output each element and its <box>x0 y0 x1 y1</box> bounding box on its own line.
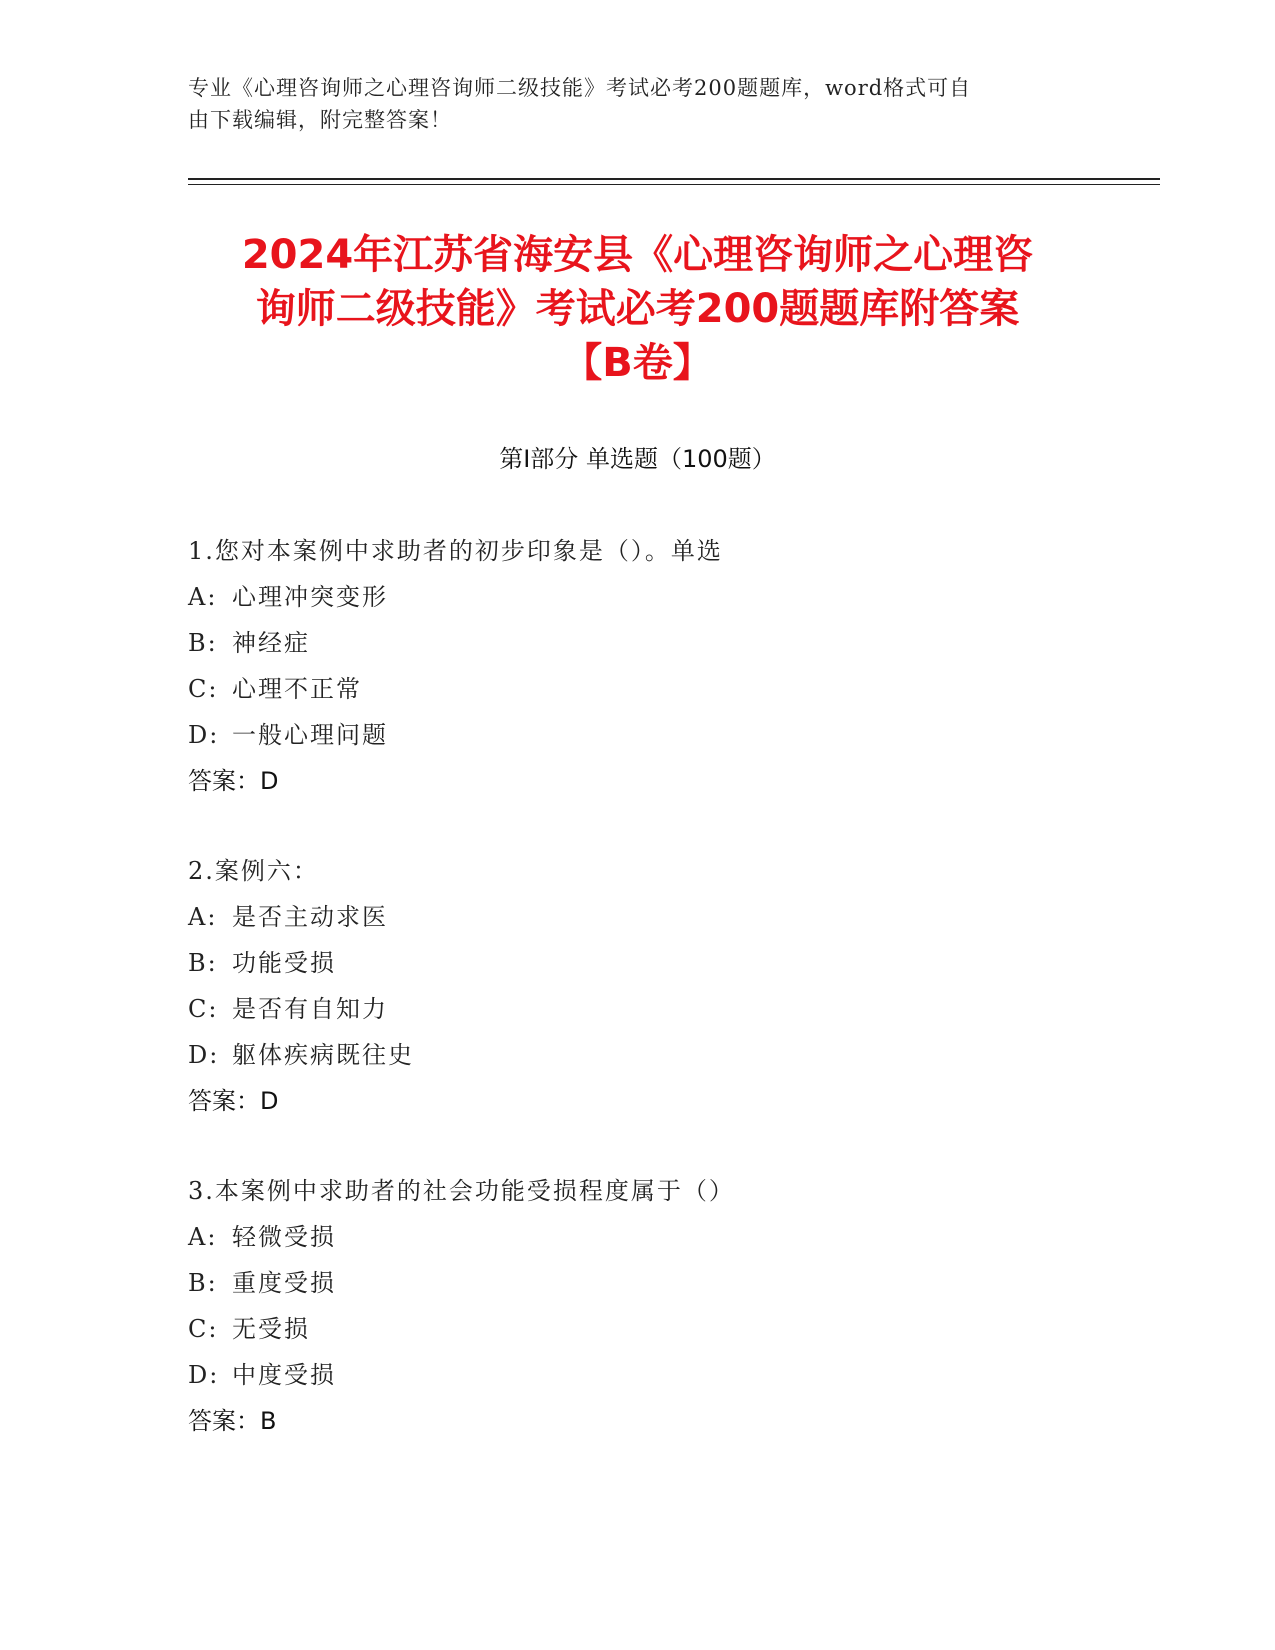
option-text: 重度受损 <box>232 1269 336 1297</box>
question-3 <box>188 1168 1138 1444</box>
option-label: D: <box>188 1041 220 1069</box>
question-stem: 3.本案例中求助者的社会功能受损程度属于（） <box>188 1177 735 1205</box>
header-note-line-2: 由下载编辑，附完整答案！ <box>188 108 452 132</box>
document-title <box>160 228 1115 390</box>
option-b <box>188 1260 1138 1306</box>
document-title-line-1: 2024年江苏省海安县《心理咨询师之心理咨 <box>241 232 1034 278</box>
option-text: 心理冲突变形 <box>232 583 388 611</box>
option-b <box>188 620 1138 666</box>
option-d <box>188 1352 1138 1398</box>
question-1 <box>188 528 1138 804</box>
option-text: 一般心理问题 <box>232 721 388 749</box>
option-c <box>188 666 1138 712</box>
header-divider-thin <box>188 184 1160 185</box>
option-c <box>188 1306 1138 1352</box>
option-label: A: <box>188 903 218 931</box>
option-text: 心理不正常 <box>232 675 362 703</box>
option-text: 轻微受损 <box>232 1223 336 1251</box>
option-label: D: <box>188 721 220 749</box>
option-label: C: <box>188 675 219 703</box>
option-label: B: <box>188 1269 218 1297</box>
question-stem: 1.您对本案例中求助者的初步印象是（）。单选 <box>188 537 723 565</box>
option-text: 躯体疾病既往史 <box>232 1041 414 1069</box>
document-title-line-3: 【B卷】 <box>562 340 713 386</box>
question-list <box>188 528 1138 1488</box>
section-heading: 第Ⅰ部分 单选题（100题） <box>499 445 776 473</box>
header-divider-thick <box>188 178 1160 180</box>
option-label: C: <box>188 995 219 1023</box>
answer-line: 答案：D <box>188 767 279 795</box>
option-d <box>188 1032 1138 1078</box>
answer-line: 答案：D <box>188 1087 279 1115</box>
option-text: 无受损 <box>232 1315 310 1343</box>
option-b <box>188 940 1138 986</box>
option-text: 中度受损 <box>232 1361 336 1389</box>
question-2 <box>188 848 1138 1124</box>
document-title-line-2: 询师二级技能》考试必考200题题库附答案 <box>255 286 1020 332</box>
answer-line: 答案：B <box>188 1407 277 1435</box>
option-a <box>188 574 1138 620</box>
option-label: D: <box>188 1361 220 1389</box>
question-stem: 2.案例六： <box>188 857 319 885</box>
option-a <box>188 894 1138 940</box>
header-note-line-1: 专业《心理咨询师之心理咨询师二级技能》考试必考200题题库，word格式可自 <box>188 76 972 100</box>
option-c <box>188 986 1138 1032</box>
option-d <box>188 712 1138 758</box>
option-text: 是否主动求医 <box>232 903 388 931</box>
option-a <box>188 1214 1138 1260</box>
option-label: B: <box>188 629 218 657</box>
option-text: 功能受损 <box>232 949 336 977</box>
option-label: A: <box>188 583 218 611</box>
option-label: A: <box>188 1223 218 1251</box>
option-text: 是否有自知力 <box>232 995 388 1023</box>
header-note <box>188 72 1088 136</box>
option-label: B: <box>188 949 218 977</box>
option-label: C: <box>188 1315 219 1343</box>
option-text: 神经症 <box>232 629 310 657</box>
